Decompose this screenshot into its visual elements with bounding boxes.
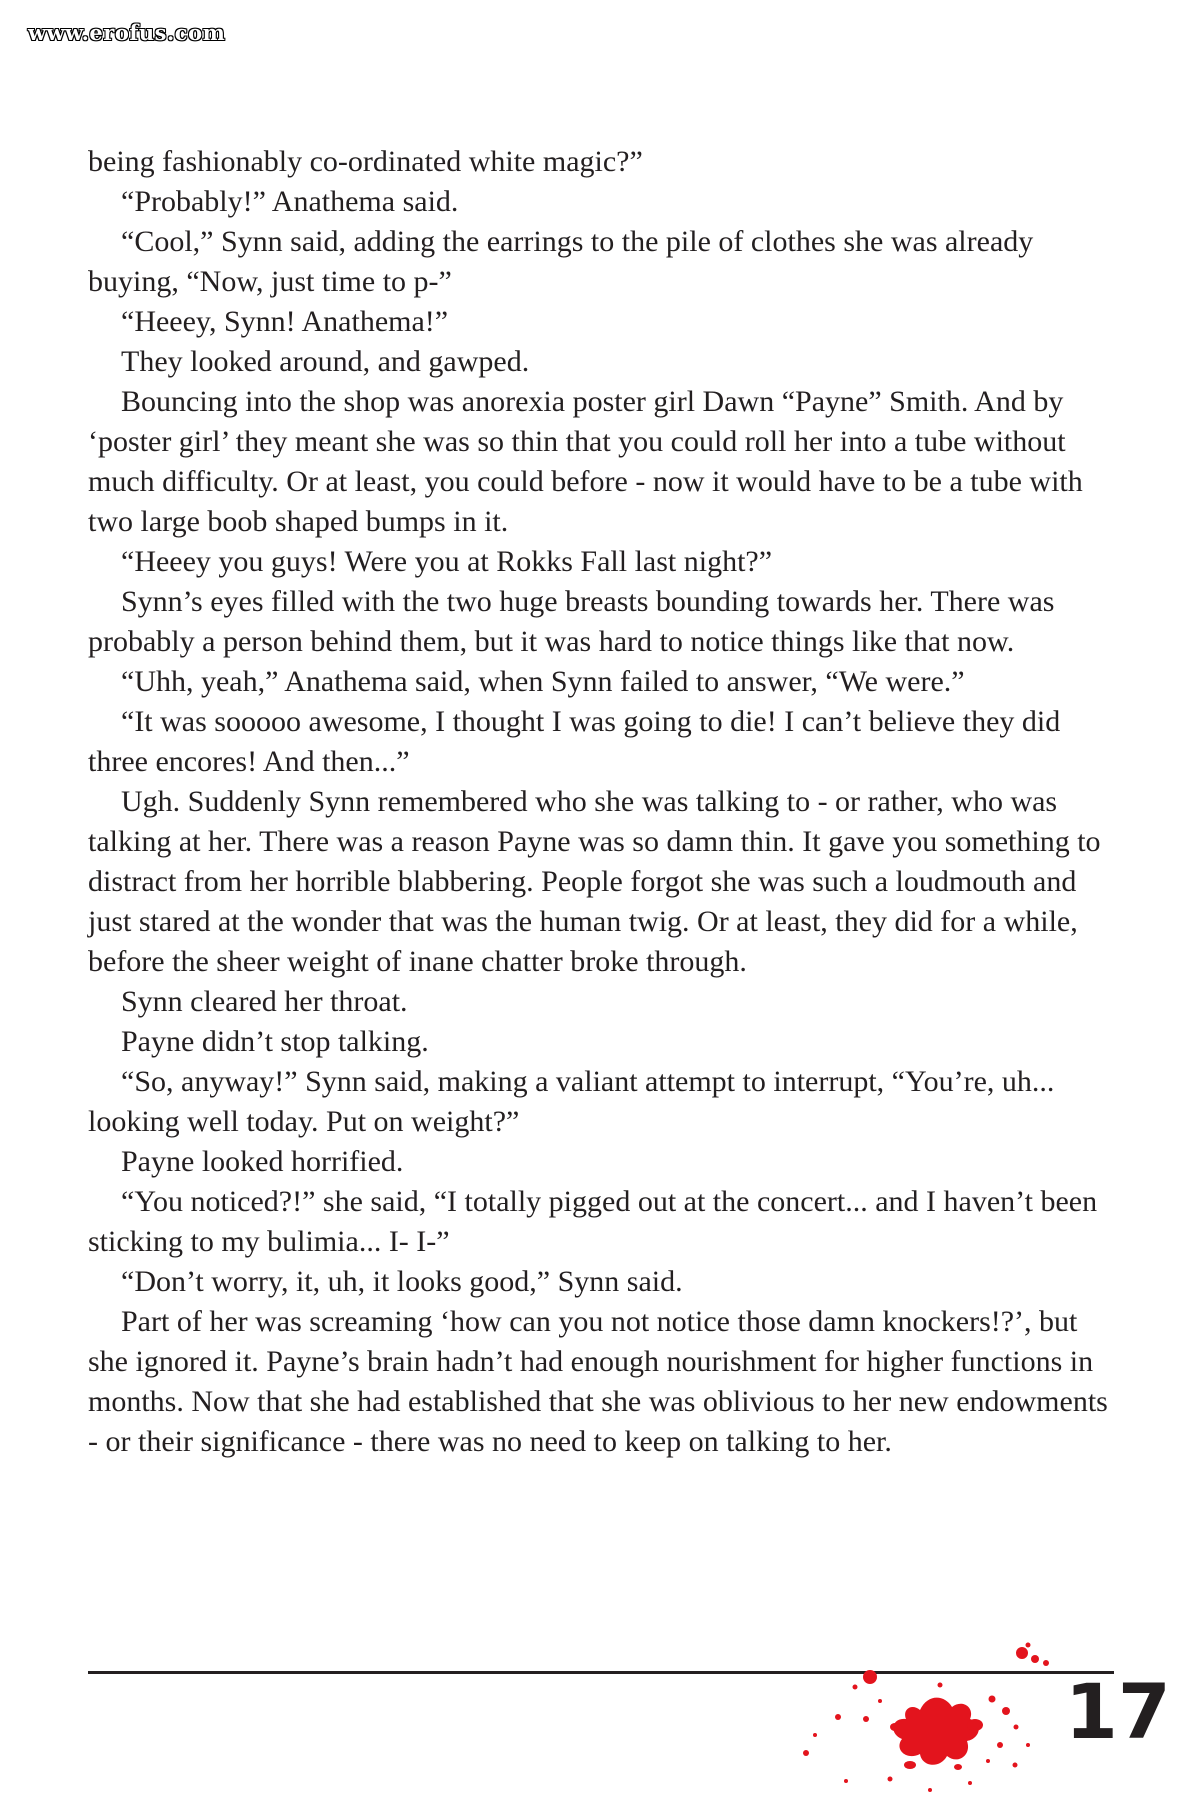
paragraph: “Heeey you guys! Were you at Rokks Fall last night?”	[121, 545, 773, 578]
paragraph: “Don’t worry, it, uh, it looks good,” Synn said.	[121, 1265, 683, 1298]
paragraph: being fashionably co-ordinated white magic?”	[88, 145, 643, 178]
paragraph: “Heeey, Synn! Anathema!”	[121, 305, 449, 338]
paragraph: “So, anyway!” Synn said, making a valiant attempt to interrupt, “You’re, uh... looking well today. Put on weight?”	[88, 1065, 1055, 1138]
paragraph: Payne didn’t stop talking.	[121, 1025, 429, 1058]
blood-splatter-icon	[770, 1615, 1090, 1800]
paragraph: Bouncing into the shop was anorexia poster girl Dawn “Payne” Smith. And by ‘poster girl’ they meant she was so thin that you could roll her into a tube without much difficulty. Or at least, you could before - now it would have to be a tube with two large boob shaped bumps in it.	[88, 385, 1083, 538]
paragraph: Payne looked horrified.	[121, 1145, 404, 1178]
paragraph: Synn cleared her throat.	[121, 985, 408, 1018]
paragraph: Part of her was screaming ‘how can you not notice those damn knockers!?’, but she ignored it. Payne’s brain hadn’t had enough nourishment for higher functions in months. Now that she had established that she was oblivious to her new endowments - or their significance - there was no need to keep on talking to her.	[88, 1305, 1108, 1458]
paragraph: “You noticed?!” she said, “I totally pigged out at the concert... and I haven’t been sticking to my bulimia... I- I-”	[88, 1185, 1098, 1258]
paragraph: “Cool,” Synn said, adding the earrings to the pile of clothes she was already buying, “Now, just time to p-”	[88, 225, 1034, 298]
paragraph: “Uhh, yeah,” Anathema said, when Synn failed to answer, “We were.”	[121, 665, 965, 698]
paragraph: Ugh. Suddenly Synn remembered who she was talking to - or rather, who was talking at her. There was a reason Payne was so damn thin. It gave you something to distract from her horrible blabbering. People forgot she was such a loudmouth and just stared at the wonder that was the human twig. Or at least, they did for a while, before the sheer weight of inane chatter broke through.	[88, 785, 1101, 978]
page-number: 17	[1065, 1667, 1171, 1756]
paragraph: Synn’s eyes filled with the two huge breasts bounding towards her. There was probably a person behind them, but it was hard to notice things like that now.	[88, 585, 1055, 658]
body-text	[88, 142, 1118, 1462]
watermark-text: www.erofus.com	[28, 20, 226, 45]
paragraph: “It was sooooo awesome, I thought I was going to die! I can’t believe they did three encores! And then...”	[88, 705, 1061, 778]
paragraph: “Probably!” Anathema said.	[121, 185, 459, 218]
paragraph: They looked around, and gawped.	[121, 345, 530, 378]
